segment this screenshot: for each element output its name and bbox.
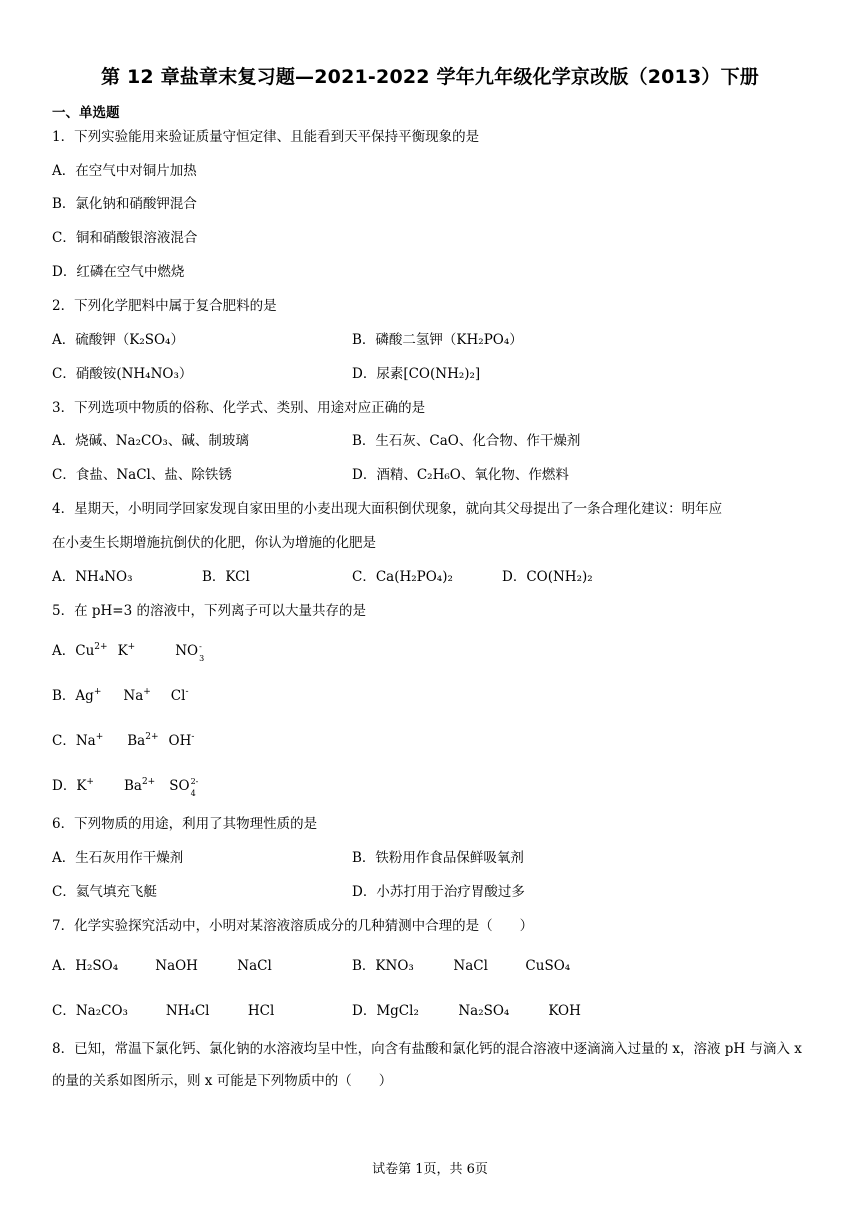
ion-no3: NO - 3 — [175, 642, 205, 663]
ion-k: K+ — [76, 777, 94, 794]
section-heading: 一、单选题 — [52, 105, 120, 121]
ion-cu: $Cu^{2+}$ — [75, 642, 108, 659]
question-4-option-c: C．Ca(H₂PO₄)₂ — [352, 569, 453, 585]
option-label: C． — [52, 733, 76, 749]
ion-na: Na+ — [123, 687, 151, 704]
question-4-option-d: D．CO(NH₂)₂ — [502, 569, 593, 585]
ion-oh: OH- — [168, 732, 195, 749]
question-4-option-b: B．KCl — [202, 569, 250, 585]
option-label: D． — [352, 1003, 377, 1019]
question-3-option-b: B．生石灰、CaO、化合物、作干燥剂 — [352, 433, 581, 449]
formula: KNO₃ — [375, 958, 414, 974]
question-7-stem: 7．化学实验探究活动中，小明对某溶液溶质成分的几种猜测中合理的是（ ） — [52, 918, 534, 934]
ion-ag: Ag+ — [75, 687, 102, 704]
option-label: B． — [52, 688, 76, 704]
question-5-option-d — [52, 777, 198, 797]
option-label: A． — [52, 958, 76, 974]
question-2-option-c: C．硝酸铵(NH₄NO₃） — [52, 366, 193, 382]
question-4-option-a: A．NH₄NO₃ — [52, 569, 133, 585]
question-4-stem-line-2: 在小麦生长期增施抗倒伏的化肥，你认为增施的化肥是 — [52, 535, 376, 551]
question-2-stem: 2．下列化学肥料中属于复合肥料的是 — [52, 298, 277, 314]
page-footer: 试卷第 1页，共 6页 — [372, 1162, 488, 1177]
question-6-option-a: A．生石灰用作干燥剂 — [52, 850, 184, 866]
question-3-option-d: D．酒精、C₂H₆O、氧化物、作燃料 — [352, 467, 569, 483]
option-label: D． — [52, 778, 77, 794]
formula: H₂SO₄ — [75, 958, 119, 974]
question-7-option-d — [352, 1002, 581, 1020]
question-1-option-c: C．铜和硝酸银溶液混合 — [52, 230, 198, 246]
formula: Na₂CO₃ — [75, 1003, 128, 1019]
question-7-option-b — [352, 957, 570, 975]
question-5-option-c — [52, 732, 194, 752]
formula: CuSO₄ — [525, 958, 571, 974]
question-2-option-a: A．硫酸钾（K₂SO₄） — [52, 332, 184, 348]
question-6-option-c: C．氦气填充飞艇 — [52, 884, 157, 900]
question-1-option-b: B．氯化钠和硝酸钾混合 — [52, 196, 197, 212]
formula: Na₂SO₄ — [458, 1003, 510, 1019]
formula: MgCl₂ — [376, 1003, 419, 1019]
option-label: A． — [52, 643, 76, 659]
ion-k: K+ — [117, 642, 136, 659]
question-1-option-d: D．红磷在空气中燃烧 — [52, 264, 185, 280]
question-2-option-b: B．磷酸二氢钾（KH₂PO₄） — [352, 332, 523, 348]
question-5-option-a — [52, 642, 206, 662]
question-3-stem: 3．下列选项中物质的俗称、化学式、类别、用途对应正确的是 — [52, 400, 426, 416]
question-5-stem: 5．在 pH=3 的溶液中，下列离子可以大量共存的是 — [52, 603, 366, 619]
question-5-option-b — [52, 687, 189, 707]
question-6-stem: 6．下列物质的用途，利用了其物理性质的是 — [52, 816, 318, 832]
formula: NaCl — [453, 958, 488, 974]
ion-cl: Cl- — [170, 687, 189, 704]
page-title: 第 12 章盐章末复习题—2021-2022 学年九年级化学京改版（2013）下册 — [100, 66, 759, 88]
question-1-option-a: A．在空气中对铜片加热 — [52, 163, 197, 179]
ion-ba: $Ba^{2+}$ — [127, 732, 159, 749]
question-7-option-c — [52, 1002, 274, 1020]
formula: HCl — [247, 1003, 275, 1019]
question-8-stem: 8．已知，常温下氯化钙、氯化钠的水溶液均呈中性，向含有盐酸和氯化钙的混合溶液中逐滴滴入过量的 x，溶液 pH 与滴入 x 的量的关系如图所示，则 x 可能是下列物质中的（ ） — [52, 1041, 802, 1089]
formula: KOH — [548, 1003, 581, 1019]
formula: NH₄Cl — [165, 1003, 210, 1019]
question-7-option-a — [52, 957, 272, 975]
formula: NaOH — [155, 958, 198, 974]
question-4-stem-line-1: 4．星期天，小明同学回家发现自家田里的小麦出现大面积倒伏现象，就向其父母提出了一条合理化建议：明年应 — [52, 501, 723, 517]
question-6-option-d: D．小苏打用于治疗胃酸过多 — [352, 884, 525, 900]
question-2-option-d: D．尿素[CO(NH₂)₂] — [352, 366, 481, 382]
question-1-stem: 1．下列实验能用来验证质量守恒定律、且能看到天平保持平衡现象的是 — [52, 129, 480, 145]
question-3-option-c: C．食盐、NaCl、盐、除铁锈 — [52, 467, 232, 483]
ion-ba: $Ba^{2+}$ — [123, 777, 156, 794]
option-label: B． — [352, 958, 376, 974]
question-6-option-b: B．铁粉用作食品保鲜吸氧剂 — [352, 850, 524, 866]
ion-na: Na+ — [75, 732, 104, 749]
ion-so4: SO 2- 4 — [169, 777, 199, 798]
question-3-option-a: A．烧碱、Na₂CO₃、碱、制玻璃 — [52, 433, 249, 449]
option-label: C． — [52, 1003, 76, 1019]
formula: NaCl — [237, 958, 272, 974]
